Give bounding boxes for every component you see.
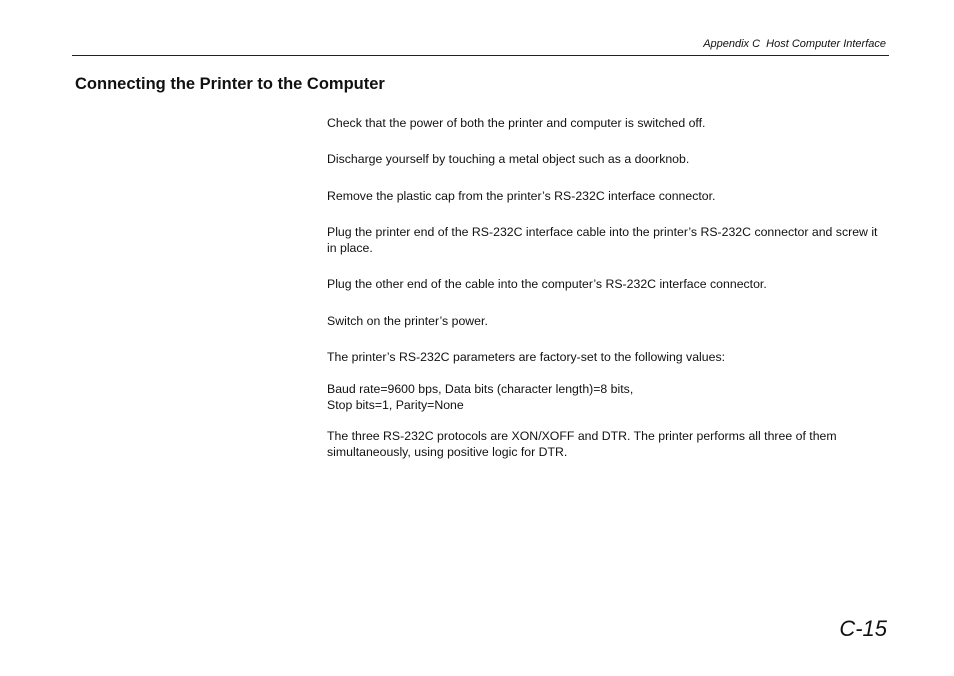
- header-rule: [72, 55, 889, 56]
- protocols-text: The three RS-232C protocols are XON/XOFF and DTR. The printer performs all three of them simultaneously, using positive logic for DTR.: [327, 429, 837, 459]
- step-3-text: Remove the plastic cap from the printer’s RS-232C interface connector.: [327, 189, 716, 203]
- section-title: Connecting the Printer to the Computer: [75, 75, 385, 93]
- running-header: Appendix C Host Computer Interface: [703, 38, 886, 50]
- step-5-text: Plug the other end of the cable into the computer’s RS-232C interface connector.: [327, 277, 767, 291]
- step-4-text: Plug the printer end of the RS-232C interface cable into the printer’s RS-232C connector and screw it in place.: [327, 225, 878, 255]
- parameters-line-1: Baud rate=9600 bps, Data bits (character length)=8 bits,: [327, 382, 634, 396]
- page-number: C-15: [839, 616, 887, 641]
- step-2-text: Discharge yourself by touching a metal object such as a doorknob.: [327, 152, 690, 166]
- step-1-text: Check that the power of both the printer and computer is switched off.: [327, 116, 706, 130]
- parameters-line-2: Stop bits=1, Parity=None: [327, 398, 464, 412]
- parameters-intro: The printer’s RS-232C parameters are factory-set to the following values:: [327, 350, 726, 364]
- step-6-text: Switch on the printer’s power.: [327, 314, 488, 328]
- parameters-values: [327, 381, 887, 413]
